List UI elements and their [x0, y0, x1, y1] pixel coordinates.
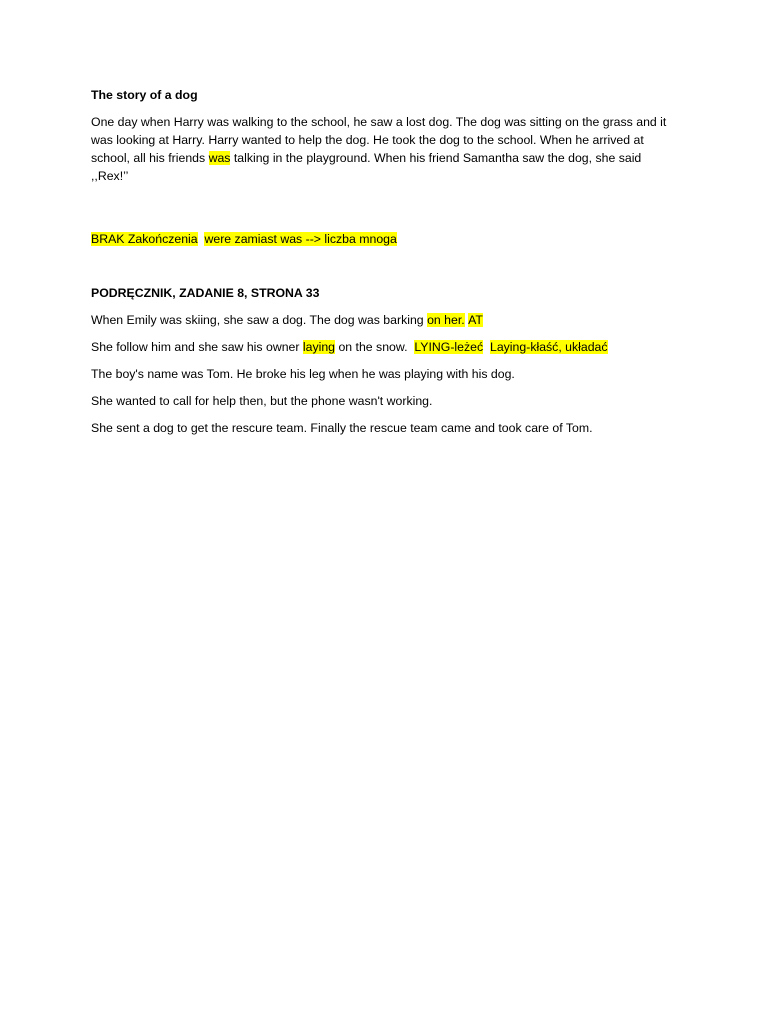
- exercise-line-3: The boy's name was Tom. He broke his leg when he was playing with his dog.: [91, 367, 515, 381]
- spacer: [91, 194, 671, 230]
- exercise-line-4: She wanted to call for help then, but the phone wasn't working.: [91, 394, 433, 408]
- story-text-part1: One day when Harry was walking to the school, he saw a lost dog. The dog was sitting on the grass and it was looking at Harry. Harry wanted to help the dog. He took the dog to the school. When he arrived at school, all his friends: [91, 115, 667, 165]
- feedback-note-plural: were zamiast was --> liczba mnoga: [204, 232, 397, 246]
- spacer: [91, 257, 671, 284]
- exercise-line-2: [91, 338, 671, 356]
- exercise-line-1-text: When Emily was skiing, she saw a dog. The dog was barking: [91, 313, 428, 327]
- highlight-on-her: on her.: [427, 313, 465, 327]
- exercise-line-1: [91, 311, 671, 329]
- story-paragraph: [91, 113, 671, 185]
- exercise-line-2-text-a: She follow him and she saw his owner: [91, 340, 303, 354]
- exercise-line-2-text-b: on the snow.: [335, 340, 415, 354]
- highlight-at: AT: [468, 313, 483, 327]
- feedback-note-ending: BRAK Zakończenia: [91, 232, 198, 246]
- highlighted-word-was: was: [208, 151, 231, 165]
- document-body: [91, 86, 671, 446]
- exercise-line-5: She sent a dog to get the rescure team. Finally the rescue team came and took care of Tom.: [91, 421, 593, 435]
- highlight-laying: laying: [302, 340, 336, 354]
- highlight-lying: LYING-leżeć: [414, 340, 484, 354]
- feedback-line: [91, 230, 671, 248]
- highlight-laying-meaning: Laying-kłaść, układać: [489, 340, 608, 354]
- story-text-part2: talking in the playground. When his friend Samantha saw the dog, she said ,,Rex!’’: [91, 151, 642, 183]
- story-title: The story of a dog: [91, 88, 198, 102]
- exercise-title: PODRĘCZNIK, ZADANIE 8, STRONA 33: [91, 286, 320, 300]
